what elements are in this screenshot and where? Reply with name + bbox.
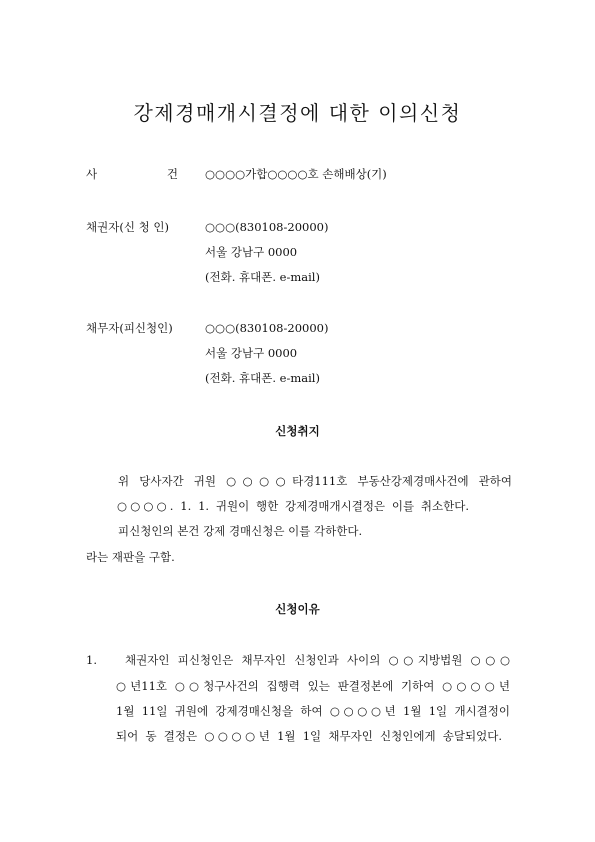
case-label xyxy=(86,167,178,181)
debtor-address: 서울 강남구 0000 xyxy=(205,346,298,360)
creditor-name-id: ○○○(830108-20000) xyxy=(205,220,329,234)
document-title: 강제경매개시결정에 대한 이의신청 xyxy=(133,101,462,125)
creditor-contact: (전화. 휴대폰. e-mail) xyxy=(205,270,320,284)
reasons-heading: 신청이유 xyxy=(275,602,320,616)
reason-1-line-1: 채권자인 피신청인은 채무자인 신청인과 사이의 ○○지방법원 ○○○ xyxy=(125,653,510,667)
creditor-address: 서울 강남구 0000 xyxy=(205,245,298,259)
debtor-contact: (전화. 휴대폰. e-mail) xyxy=(205,371,320,385)
debtor-name-id: ○○○(830108-20000) xyxy=(205,321,329,335)
debtor-label: 채무자(피신청인) xyxy=(86,321,173,335)
purpose-line-3: 피신청인의 본건 강제 경매신청은 이를 각하한다. xyxy=(118,524,363,538)
case-label-char2: 건 xyxy=(166,167,178,181)
purpose-heading: 신청취지 xyxy=(275,424,320,438)
case-label-char1: 사 xyxy=(86,167,98,181)
creditor-label: 채권자(신 청 인) xyxy=(86,220,169,234)
reason-1-line-3: 1월 11일 귀원에 강제경매신청을 하여 ○○○○년 1월 1일 개시결정이 xyxy=(116,704,510,718)
purpose-line-2: ○○○○. 1. 1. 귀원이 행한 강제경매개시결정은 이를 취소한다. xyxy=(117,499,469,513)
purpose-line-1: 위 당사자간 귀원 ○○○○타경111호 부동산강제경매사건에 관하여 xyxy=(118,474,512,488)
reason-1-line-4: 되어 동 결정은 ○○○○년 1월 1일 채무자인 신청인에게 송달되었다. xyxy=(116,729,502,743)
reason-1-number: 1. xyxy=(86,653,97,667)
case-value: ○○○○가합○○○○호 손해배상(기) xyxy=(205,167,387,181)
purpose-line-4: 라는 재판을 구함. xyxy=(86,550,175,564)
reason-1-line-2: ○년11호 ○○청구사건의 집행력 있는 판결정본에 기하여 ○○○○년 xyxy=(116,679,510,693)
